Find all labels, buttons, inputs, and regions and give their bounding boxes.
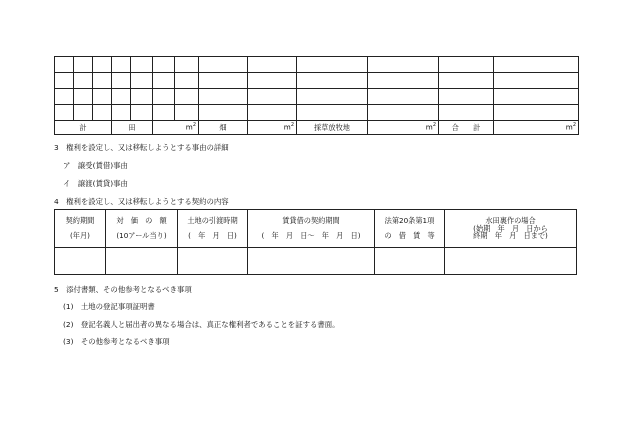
col-price-sub: (10アール当り) [116,231,167,240]
col-lease-label: 賃貸借の契約期間 [282,216,340,226]
table-row [55,57,579,73]
land-table [54,56,579,135]
col-art20 [375,210,445,248]
paddy-unit: $m^2$ [153,121,199,135]
section5-item2: (2) 登記名義人と届出者の異なる場合は、真正な権利者であることを証する書面。 [63,320,340,329]
col-ricefield-sub2: 終期 年 月 日まで) [473,231,548,241]
col-ricefield-label: 水田裏作の場合 [485,215,536,225]
section5-item3: (3) その他参考となるべき事項 [63,337,170,346]
col-handover-label: 土地の引渡時期 [187,216,238,226]
cell-ricefield[interactable] [445,248,577,275]
contract-table [54,209,577,275]
col-art20-label: 法第20条第1項 [384,216,435,226]
col-price-label: 対 価 の 額 [116,216,167,226]
col-art20-sub: の 借 賃 等 [384,231,435,240]
section5-heading: 5 添付書類、その他参考となるべき事項 [54,285,192,294]
summary-row [55,121,579,135]
col-price [106,210,178,248]
table-row [55,248,577,275]
section4-heading: 4 権利を設定し、又は移転しようとする契約の内容 [54,197,229,206]
col-lease-sub: ( 年 月 日～ 年 月 日) [261,231,361,240]
section5-item1: (1) 土地の登記事項証明書 [63,302,155,311]
cell-art20[interactable] [375,248,445,275]
field-label: 畑 [199,121,248,135]
total-label: 計 [55,121,112,135]
section3-item-i: イ 譲渡(賃貸)事由 [63,179,128,188]
table-row [55,73,579,89]
paddy-label: 田 [112,121,153,135]
grazing-label: 採草放牧地 [297,121,368,135]
cell-lease[interactable] [248,248,375,275]
col-handover-sub: ( 年 月 日) [188,231,237,240]
grazing-unit: $m^2$ [368,121,439,135]
table-row [55,105,579,121]
col-ricefield-sub1: (始期 年 月 日から [473,223,548,233]
header-row [55,210,577,248]
cell-period[interactable] [55,248,106,275]
col-handover [178,210,248,248]
cell-price[interactable] [106,248,178,275]
col-lease [248,210,375,248]
field-unit: $m^2$ [248,121,297,135]
section3-item-a: ア 譲受(賃借)事由 [63,161,128,170]
col-period-sub: (年月) [70,231,90,240]
table-row [55,89,579,105]
cell-handover[interactable] [178,248,248,275]
col-ricefield [445,210,577,248]
col-period-label: 契約期間 [65,216,95,226]
sum-unit: $m^2$ [494,121,579,135]
section3-heading: 3 権利を設定し、又は移転しようとする事由の詳細 [54,143,229,152]
sum-label: 合 計 [439,121,494,135]
col-period [55,210,106,248]
